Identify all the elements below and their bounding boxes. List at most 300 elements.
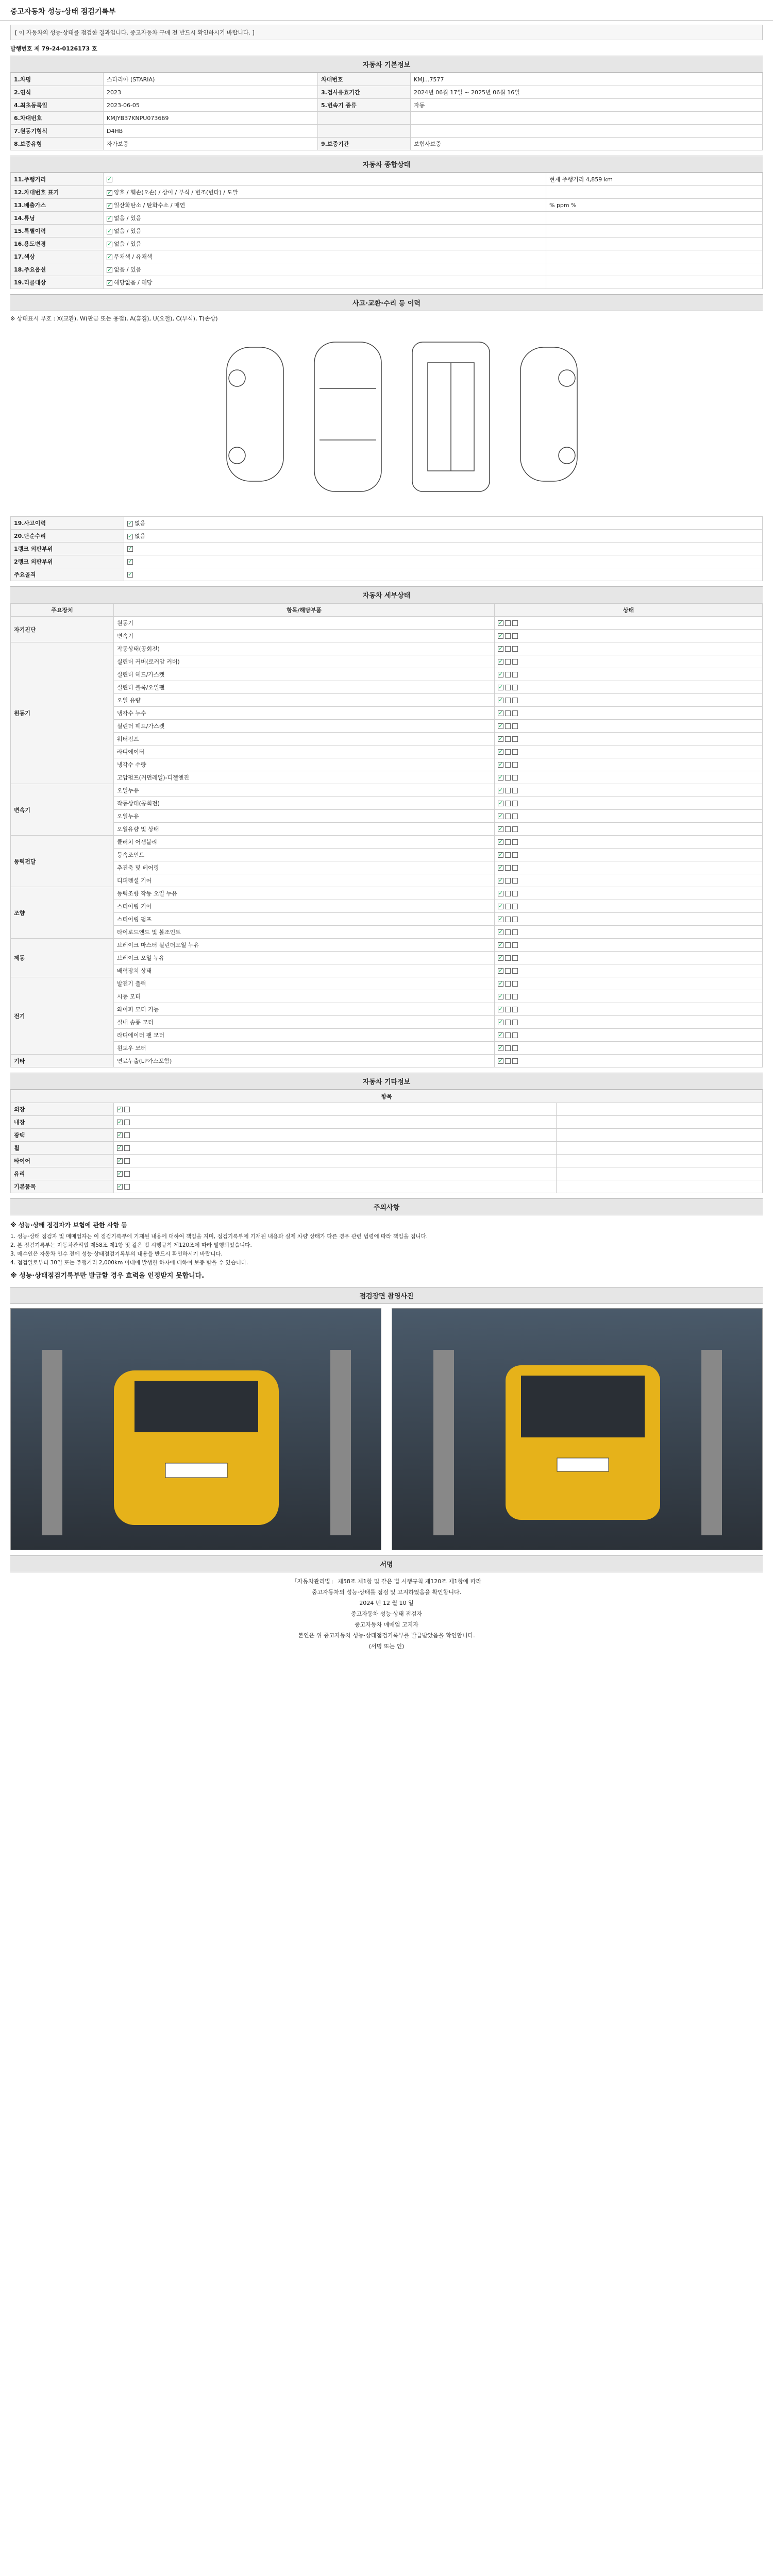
checkbox[interactable] <box>498 1020 503 1025</box>
checkbox[interactable] <box>498 942 503 948</box>
general-value <box>546 263 763 276</box>
checkbox[interactable] <box>512 736 518 742</box>
checkbox[interactable] <box>498 659 503 665</box>
detail-state <box>495 900 763 913</box>
detail-item: 브레이크 마스터 실린더오일 누유 <box>114 939 495 952</box>
detail-row <box>11 758 763 771</box>
accident-value-text: 없음 <box>135 533 146 539</box>
checkbox[interactable] <box>498 710 503 716</box>
other-row <box>11 1129 763 1142</box>
checkbox[interactable] <box>117 1158 123 1164</box>
basic-label2: 3.검사유효기간 <box>317 86 410 99</box>
general-status <box>104 238 546 250</box>
detail-row <box>11 707 763 720</box>
general-value <box>546 250 763 263</box>
detail-state <box>495 771 763 784</box>
detail-group-name: 원동기 <box>11 642 114 784</box>
checkbox[interactable] <box>117 1132 123 1138</box>
detail-item: 실린더 헤드/가스켓 <box>114 668 495 681</box>
checkbox[interactable] <box>505 917 511 922</box>
basic-value: 스타리아 (STARIA) <box>104 73 318 86</box>
checkbox[interactable] <box>505 801 511 806</box>
basic-label2 <box>317 125 410 138</box>
checkbox[interactable] <box>117 1145 123 1151</box>
checkbox[interactable] <box>512 878 518 884</box>
general-value <box>546 276 763 289</box>
checkbox[interactable] <box>512 917 518 922</box>
detail-item: 작동상태(공회전) <box>114 797 495 810</box>
checkbox[interactable] <box>498 685 503 690</box>
detail-row <box>11 1055 763 1067</box>
checkbox[interactable] <box>498 929 503 935</box>
detail-state <box>495 745 763 758</box>
checkbox[interactable] <box>505 891 511 896</box>
detail-col-state: 상태 <box>495 604 763 617</box>
checkbox[interactable] <box>117 1184 123 1190</box>
sign-buyer-sign: (서명 또는 인) <box>368 1642 405 1650</box>
other-extra <box>557 1142 763 1155</box>
checkbox[interactable] <box>505 762 511 768</box>
checkbox[interactable] <box>498 788 503 793</box>
basic-value: 2023 <box>104 86 318 99</box>
other-state <box>114 1142 557 1155</box>
detail-item: 냉각수 누수 <box>114 707 495 720</box>
checkbox[interactable] <box>512 633 518 639</box>
detail-item: 동력조향 작동 오일 누유 <box>114 887 495 900</box>
checkbox[interactable] <box>512 814 518 819</box>
doc-number: 발행번호 제 79-24-0126173 호 <box>10 45 97 52</box>
detail-state <box>495 617 763 630</box>
detail-state <box>495 836 763 849</box>
checkbox[interactable] <box>498 968 503 974</box>
checkbox[interactable] <box>124 1145 130 1151</box>
checkbox[interactable] <box>498 814 503 819</box>
detail-row <box>11 810 763 823</box>
accident-value <box>124 568 763 581</box>
general-label: 15.특별이력 <box>11 225 104 238</box>
checkbox[interactable] <box>505 878 511 884</box>
checkbox[interactable] <box>505 814 511 819</box>
checkbox[interactable] <box>512 852 518 858</box>
checkbox[interactable] <box>498 620 503 626</box>
general-status-text: 없음 / 있음 <box>114 241 142 247</box>
notes-line: 1. 성능·상태 점검자 및 매매업자는 이 점검기록부에 기재된 내용에 대하여 책임을 지며, 점검기록부에 기재된 내용과 실제 차량 상태가 다른 경우 관련 법령에 따라 책임을 집니다. <box>10 1233 428 1240</box>
basic-value2: 보험사보증 <box>410 138 762 150</box>
section-notes: 주의사항 <box>10 1198 763 1215</box>
checkbox[interactable] <box>512 955 518 961</box>
general-status <box>104 199 546 212</box>
checkbox[interactable] <box>512 865 518 871</box>
basic-row <box>11 138 763 150</box>
checkbox[interactable] <box>107 203 112 209</box>
detail-state <box>495 1029 763 1042</box>
checkbox[interactable] <box>127 572 133 578</box>
checkbox[interactable] <box>512 1058 518 1064</box>
checkbox[interactable] <box>505 749 511 755</box>
general-value <box>546 238 763 250</box>
checkbox[interactable] <box>498 1058 503 1064</box>
other-label: 내장 <box>11 1116 114 1129</box>
checkbox[interactable] <box>512 968 518 974</box>
detail-col-item: 항목/해당부품 <box>114 604 495 617</box>
checkbox[interactable] <box>117 1120 123 1125</box>
checkbox[interactable] <box>124 1184 130 1190</box>
general-label: 19.리콜대상 <box>11 276 104 289</box>
basic-label2 <box>317 112 410 125</box>
checkbox[interactable] <box>512 620 518 626</box>
detail-item: 오일유량 및 상태 <box>114 823 495 836</box>
checkbox[interactable] <box>127 559 133 565</box>
notes-footer: ※ 성능·상태점검기록부만 발급할 경우 효력을 인정받지 못합니다. <box>10 1272 205 1280</box>
detail-state <box>495 797 763 810</box>
checkbox[interactable] <box>498 955 503 961</box>
detail-state <box>495 926 763 939</box>
checkbox[interactable] <box>498 852 503 858</box>
van-rear-image <box>392 1309 763 1550</box>
section-photos: 점검장면 촬영사진 <box>10 1287 763 1304</box>
checkbox[interactable] <box>124 1132 130 1138</box>
detail-state <box>495 861 763 874</box>
checkbox[interactable] <box>107 190 112 196</box>
checkbox[interactable] <box>505 775 511 781</box>
checkbox[interactable] <box>505 955 511 961</box>
checkbox[interactable] <box>512 762 518 768</box>
detail-row <box>11 874 763 887</box>
accident-label: 1랭크 외판부위 <box>11 543 124 555</box>
checkbox[interactable] <box>124 1158 130 1164</box>
detail-row <box>11 797 763 810</box>
checkbox[interactable] <box>124 1120 130 1125</box>
checkbox[interactable] <box>107 177 112 182</box>
checkbox[interactable] <box>107 216 112 222</box>
checkbox[interactable] <box>512 1032 518 1038</box>
general-status <box>104 186 546 199</box>
other-info-table <box>10 1090 763 1193</box>
checkbox[interactable] <box>505 929 511 935</box>
detail-row <box>11 655 763 668</box>
checkbox[interactable] <box>512 904 518 909</box>
checkbox[interactable] <box>124 1107 130 1112</box>
detail-item: 스티어링 펌프 <box>114 913 495 926</box>
checkbox[interactable] <box>505 968 511 974</box>
checkbox[interactable] <box>498 723 503 729</box>
detail-state <box>495 758 763 771</box>
checkbox[interactable] <box>512 1007 518 1012</box>
detail-row <box>11 861 763 874</box>
checkbox[interactable] <box>107 255 112 260</box>
checkbox[interactable] <box>498 801 503 806</box>
checkbox[interactable] <box>512 801 518 806</box>
accident-row <box>11 555 763 568</box>
checkbox[interactable] <box>505 981 511 987</box>
general-row <box>11 212 763 225</box>
detail-row <box>11 668 763 681</box>
checkbox[interactable] <box>512 698 518 703</box>
checkbox[interactable] <box>505 865 511 871</box>
checkbox[interactable] <box>498 981 503 987</box>
notes-heading: ※ 성능·상태 점검자가 보험에 관한 사항 등 <box>10 1222 127 1229</box>
checkbox[interactable] <box>512 788 518 793</box>
checkbox[interactable] <box>107 267 112 273</box>
general-status-text: 없음 / 있음 <box>114 215 142 222</box>
accident-value <box>124 517 763 530</box>
checkbox[interactable] <box>498 826 503 832</box>
checkbox[interactable] <box>498 633 503 639</box>
checkbox[interactable] <box>512 749 518 755</box>
checkbox[interactable] <box>107 229 112 234</box>
checkbox[interactable] <box>505 942 511 948</box>
section-detail: 자동차 세부상태 <box>10 586 763 603</box>
general-row <box>11 276 763 289</box>
other-row <box>11 1180 763 1193</box>
other-state <box>114 1155 557 1167</box>
checkbox[interactable] <box>512 710 518 716</box>
detail-state <box>495 964 763 977</box>
basic-row <box>11 125 763 138</box>
accident-row <box>11 530 763 543</box>
checkbox[interactable] <box>505 852 511 858</box>
checkbox[interactable] <box>512 891 518 896</box>
detail-group-name: 조향 <box>11 887 114 939</box>
checkbox[interactable] <box>127 521 133 527</box>
basic-value2: KMJ...7577 <box>410 73 762 86</box>
notes-line: 4. 점검일로부터 30일 또는 주행거리 2,000km 이내에 발생한 하자에 대하여 보증 받을 수 있습니다. <box>10 1259 248 1266</box>
detail-row <box>11 771 763 784</box>
general-status <box>104 225 546 238</box>
checkbox[interactable] <box>498 749 503 755</box>
other-label: 휠 <box>11 1142 114 1155</box>
detail-state <box>495 655 763 668</box>
accident-row <box>11 543 763 555</box>
general-row <box>11 238 763 250</box>
checkbox[interactable] <box>498 1032 503 1038</box>
detail-item: 작동상태(공회전) <box>114 642 495 655</box>
detail-state <box>495 1055 763 1067</box>
checkbox[interactable] <box>512 659 518 665</box>
basic-value2: 2024년 06월 17일 ~ 2025년 06월 16일 <box>410 86 762 99</box>
detail-state <box>495 849 763 861</box>
sign-date: 2024 년 12 월 10 일 <box>359 1599 414 1606</box>
sign-checker: 중고자동차 성능·상태 점검자 <box>350 1610 422 1617</box>
general-label: 16.용도변경 <box>11 238 104 250</box>
checkbox[interactable] <box>505 839 511 845</box>
checkbox[interactable] <box>498 865 503 871</box>
checkbox[interactable] <box>127 534 133 539</box>
other-extra <box>557 1180 763 1193</box>
detail-item: 윈도우 모터 <box>114 1042 495 1055</box>
checkbox[interactable] <box>512 1045 518 1051</box>
general-label: 14.튜닝 <box>11 212 104 225</box>
checkbox[interactable] <box>512 839 518 845</box>
detail-item: 오일누유 <box>114 810 495 823</box>
checkbox[interactable] <box>505 826 511 832</box>
general-label: 18.주요옵션 <box>11 263 104 276</box>
basic-row <box>11 73 763 86</box>
notes-line: 2. 본 점검기록부는 자동차관리법 제58조 제1항 및 같은 법 시행규칙 제120조에 따라 발행되었습니다. <box>10 1242 252 1248</box>
general-row <box>11 225 763 238</box>
detail-state <box>495 681 763 694</box>
other-row <box>11 1155 763 1167</box>
general-status-text: 양호 / 훼손(오손) / 상이 / 부식 / 변조(변타) / 도말 <box>114 189 238 196</box>
checkbox[interactable] <box>127 546 133 552</box>
checkbox[interactable] <box>512 723 518 729</box>
checkbox[interactable] <box>505 904 511 909</box>
section-general: 자동차 종합상태 <box>10 156 763 173</box>
checkbox[interactable] <box>505 710 511 716</box>
detail-item: 원동기 <box>114 617 495 630</box>
checkbox[interactable] <box>498 672 503 677</box>
accident-row <box>11 568 763 581</box>
basic-value2: 자동 <box>410 99 762 112</box>
checkbox[interactable] <box>117 1107 123 1112</box>
general-status <box>104 250 546 263</box>
detail-item: 라디에이터 <box>114 745 495 758</box>
detail-row <box>11 990 763 1003</box>
checkbox[interactable] <box>498 762 503 768</box>
checkbox[interactable] <box>512 1020 518 1025</box>
other-label: 타이어 <box>11 1155 114 1167</box>
checkbox[interactable] <box>505 633 511 639</box>
section-sign: 서명 <box>10 1555 763 1572</box>
detail-row <box>11 642 763 655</box>
checkbox[interactable] <box>498 775 503 781</box>
detail-row <box>11 720 763 733</box>
checkbox[interactable] <box>107 242 112 247</box>
checkbox[interactable] <box>498 1007 503 1012</box>
section-other: 자동차 기타정보 <box>10 1073 763 1090</box>
sign-buyer: 본인은 위 중고자동차 성능·상태점검기록부를 발급받았음을 확인합니다. <box>298 1632 475 1639</box>
checkbox[interactable] <box>505 788 511 793</box>
checkbox[interactable] <box>124 1171 130 1177</box>
detail-state <box>495 784 763 797</box>
detail-item: 타이로드엔드 및 볼조인트 <box>114 926 495 939</box>
accident-label: 20.단순수리 <box>11 530 124 543</box>
checkbox[interactable] <box>512 672 518 677</box>
sign-line1: 「자동차관리법」 제58조 제1항 및 같은 법 시행규칙 제120조 제1항에 따라 <box>291 1578 482 1585</box>
checkbox[interactable] <box>505 698 511 703</box>
checkbox[interactable] <box>505 1045 511 1051</box>
basic-value2 <box>410 112 762 125</box>
checkbox[interactable] <box>505 723 511 729</box>
notes-block <box>10 1221 763 1282</box>
notes-line: 3. 매수인은 자동차 인수 전에 성능·상태점검기록부의 내용을 반드시 확인하시기 바랍니다. <box>10 1250 223 1257</box>
checkbox[interactable] <box>505 994 511 999</box>
checkbox[interactable] <box>512 685 518 690</box>
basic-label2: 차대번호 <box>317 73 410 86</box>
detail-row <box>11 887 763 900</box>
other-state <box>114 1180 557 1193</box>
checkbox[interactable] <box>498 646 503 652</box>
detail-item: 발전기 출력 <box>114 977 495 990</box>
detail-row <box>11 694 763 707</box>
checkbox[interactable] <box>498 904 503 909</box>
checkbox[interactable] <box>505 1020 511 1025</box>
detail-item: 실린더 헤드/가스켓 <box>114 720 495 733</box>
detail-item: 등속조인트 <box>114 849 495 861</box>
detail-item: 시동 모터 <box>114 990 495 1003</box>
checkbox[interactable] <box>498 736 503 742</box>
detail-state <box>495 668 763 681</box>
general-label: 12.차대번호 표기 <box>11 186 104 199</box>
checkbox[interactable] <box>505 672 511 677</box>
basic-label2: 9.보증기간 <box>317 138 410 150</box>
general-status-table <box>10 173 763 289</box>
checkbox[interactable] <box>512 646 518 652</box>
detail-row <box>11 913 763 926</box>
general-value: % ppm % <box>546 199 763 212</box>
general-row <box>11 250 763 263</box>
checkbox[interactable] <box>512 942 518 948</box>
checkbox[interactable] <box>498 698 503 703</box>
checkbox[interactable] <box>512 994 518 999</box>
detail-item: 워터펌프 <box>114 733 495 745</box>
detail-item: 실린더 커버(로커암 커버) <box>114 655 495 668</box>
other-extra <box>557 1167 763 1180</box>
legend-text: ※ 상태표시 부호 : X(교환), W(판금 또는 용접), A(흠집), U(요철), C(부식), T(손상) <box>10 315 218 322</box>
checkbox[interactable] <box>498 891 503 896</box>
checkbox[interactable] <box>498 1045 503 1051</box>
detail-row <box>11 952 763 964</box>
detail-item: 클러치 어셈블리 <box>114 836 495 849</box>
general-row <box>11 186 763 199</box>
other-state <box>114 1167 557 1180</box>
detail-row <box>11 733 763 745</box>
other-label: 기본품목 <box>11 1180 114 1193</box>
checkbox[interactable] <box>107 280 112 286</box>
detail-item: 연료누출(LP가스포함) <box>114 1055 495 1067</box>
checkbox[interactable] <box>505 659 511 665</box>
general-value <box>546 212 763 225</box>
general-status <box>104 263 546 276</box>
checkbox[interactable] <box>512 775 518 781</box>
detail-item: 라디에이터 팬 모터 <box>114 1029 495 1042</box>
detail-row <box>11 977 763 990</box>
detail-row <box>11 939 763 952</box>
other-label: 유리 <box>11 1167 114 1180</box>
other-extra <box>557 1116 763 1129</box>
detail-group-name: 제동 <box>11 939 114 977</box>
checkbox[interactable] <box>512 981 518 987</box>
detail-item: 냉각수 수량 <box>114 758 495 771</box>
checkbox[interactable] <box>498 917 503 922</box>
other-label: 외장 <box>11 1103 114 1116</box>
checkbox[interactable] <box>505 646 511 652</box>
checkbox[interactable] <box>505 685 511 690</box>
detail-item: 와이퍼 모터 기능 <box>114 1003 495 1016</box>
detail-state <box>495 887 763 900</box>
detail-item: 변속기 <box>114 630 495 642</box>
checkbox[interactable] <box>498 994 503 999</box>
checkbox[interactable] <box>498 878 503 884</box>
checkbox[interactable] <box>498 839 503 845</box>
detail-row <box>11 784 763 797</box>
checkbox[interactable] <box>512 929 518 935</box>
basic-value: KMJYB37KNPU073669 <box>104 112 318 125</box>
car-diagram <box>10 327 763 512</box>
general-status-text: 일산화탄소 / 탄화수소 / 매연 <box>114 202 186 209</box>
checkbox[interactable] <box>505 1032 511 1038</box>
checkbox[interactable] <box>505 620 511 626</box>
checkbox[interactable] <box>117 1171 123 1177</box>
checkbox[interactable] <box>505 1058 511 1064</box>
detail-row <box>11 823 763 836</box>
detail-row <box>11 681 763 694</box>
checkbox[interactable] <box>505 736 511 742</box>
detail-item: 오일누유 <box>114 784 495 797</box>
checkbox[interactable] <box>505 1007 511 1012</box>
checkbox[interactable] <box>512 826 518 832</box>
detail-row <box>11 900 763 913</box>
